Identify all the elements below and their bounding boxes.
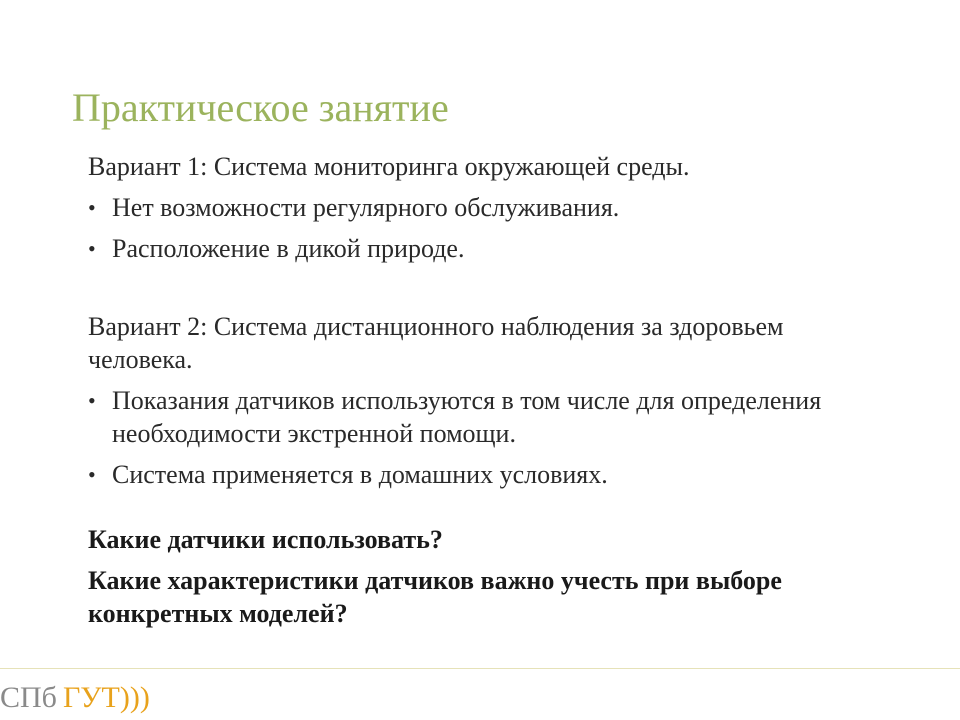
variant-1-heading: Вариант 1: Система мониторинга окружающей среды. bbox=[88, 152, 690, 181]
footer-divider bbox=[0, 668, 960, 669]
bullet-icon: • bbox=[88, 195, 96, 220]
bullet-text: Нет возможности регулярного обслуживания. bbox=[112, 193, 620, 222]
bullet-icon: • bbox=[88, 236, 96, 261]
bullet-icon: • bbox=[88, 462, 96, 487]
logo-spb-text: СПб bbox=[0, 681, 57, 714]
bullet-text: Система применяется в домашних условиях. bbox=[112, 460, 608, 489]
slide-title: Практическое занятие bbox=[72, 85, 449, 130]
bullet-text: Расположение в дикой природе. bbox=[112, 234, 465, 263]
university-logo bbox=[0, 678, 150, 718]
logo-gut-text: ГУТ bbox=[62, 681, 120, 714]
bullet-item bbox=[88, 458, 848, 491]
slide-content bbox=[88, 150, 848, 638]
bullet-icon: • bbox=[88, 388, 96, 413]
bullet-item bbox=[88, 232, 848, 265]
variant-2-bullets bbox=[88, 384, 848, 491]
logo-waves-icon: ))) bbox=[119, 681, 150, 714]
question-1: Какие датчики использовать? bbox=[88, 525, 443, 554]
bullet-item bbox=[88, 191, 848, 224]
question-2: Какие характеристики датчиков важно учесть при выборе конкретных моделей? bbox=[88, 566, 782, 628]
variant-2-heading: Вариант 2: Система дистанционного наблюдения за здоровьем человека. bbox=[88, 312, 784, 374]
variant-1-bullets bbox=[88, 191, 848, 265]
bullet-text: Показания датчиков используются в том числе для определения необходимости экстренной помощи. bbox=[112, 386, 822, 448]
bullet-item bbox=[88, 384, 848, 450]
